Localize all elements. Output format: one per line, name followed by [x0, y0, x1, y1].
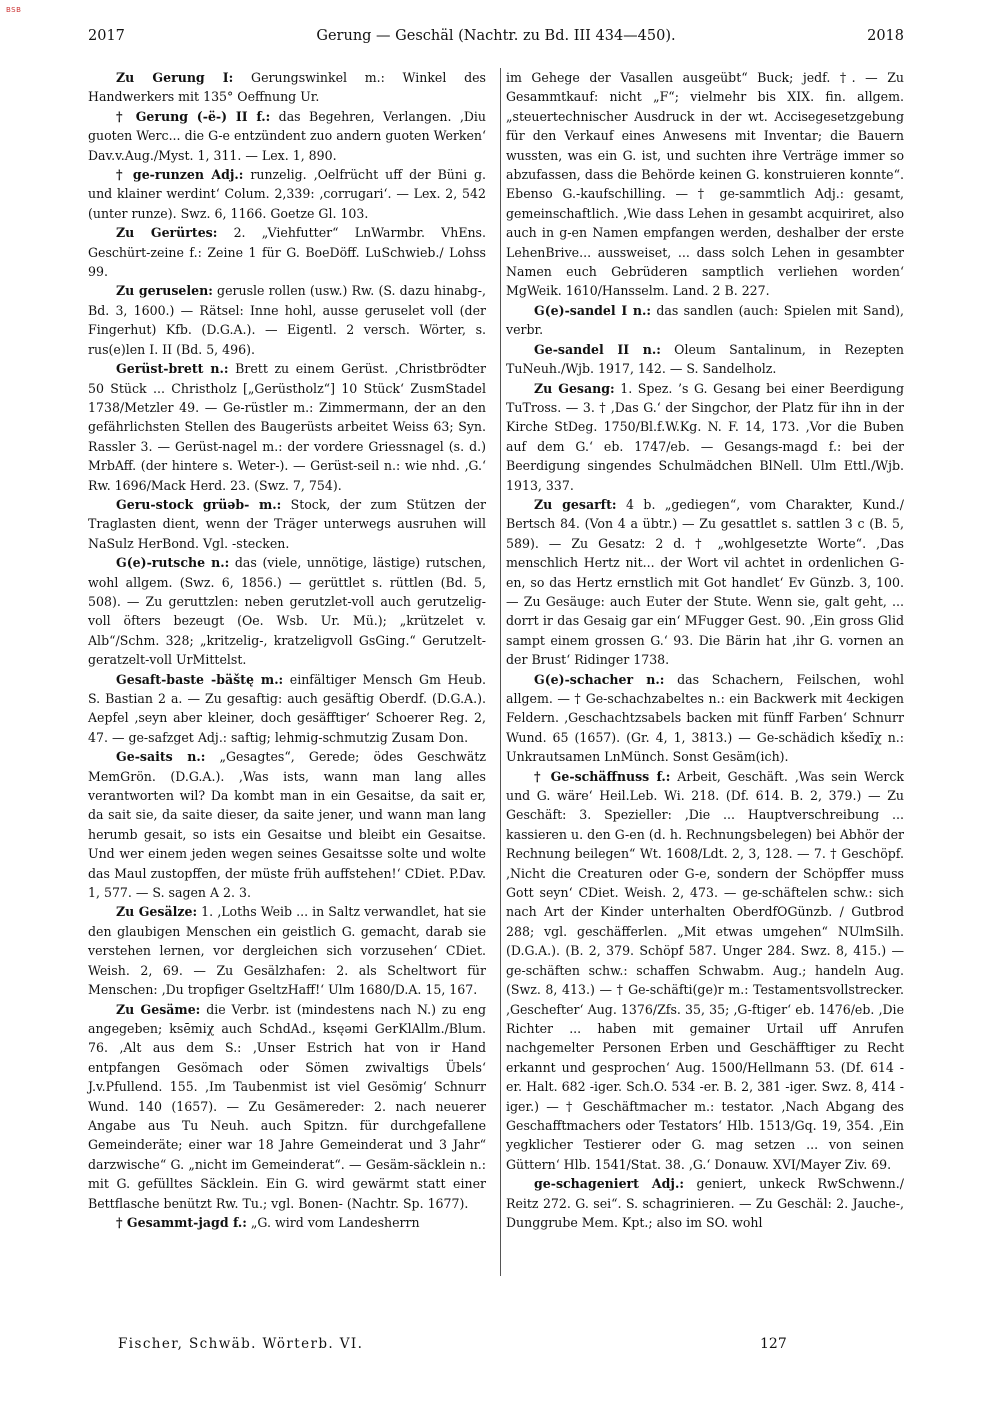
- entry-body: einfältiger Mensch Gm Heub. S. Bastian 2 a. — Zu gesaftig: auch gesäftig Oberdf. (D.G.A.). Aepfel ‚seyn aber kleiner, doch gesäfftiger‘ Schoerer Reg. 2, 47. — ge-safzget Adj.: saftig; lehmig-schmutzig Zusam Don.: [88, 671, 486, 745]
- entry-headword: Geru-stock grüəb- m.:: [116, 496, 282, 512]
- entry-body: 1. Spez. ’s G. Gesang bei einer Beerdigung TuTross. — 3. † ‚Das G.‘ der Singchor, der Platz für ihn in der Kirche StDeg. 1750/Bl.f.W.Kg. N. F. 14, 173. ‚Vor die Buben auf dem G.‘ eb. 1747/eb. — Gesangs-magd f.: bei der Beerdigung singendes Schulmädchen BlNell. Ulm Ettl./Wjb. 1913, 337.: [506, 380, 905, 493]
- dictionary-entry: [88, 670, 486, 748]
- entry-body: 4 b. „gediegen“, vom Charakter, Kund./ Bertsch 84. (Von 4 a übtr.) — Zu gesattlet s. sattlen 3 c (B. 5, 589). — Zu Gesatz: 2 d. † „wohlgesetzte Worte“. ‚Das menschlich Hertz nit... der Wort vil achtet in ordenlichen G-en, so das Hertz ernstlich mit Got handlet‘ Ev Günzb. 3, 100. — Zu Gesäuge: auch Euter der Stute. Wenn sie, galt geht, ... dorrt ir das Gesaig gar ein‘ MFugger Gest. 90. ‚Ein gross Glid sampt einem grossen G.‘ 93. Die Bärin hat ‚ihr G. vornen an der Brust‘ Ridinger 1738.: [506, 496, 904, 668]
- entry-headword: G(e)-rutsche n.:: [116, 555, 230, 571]
- library-stamp: BSB: [6, 6, 22, 14]
- entry-body: „Gesagtes“, Gerede; ödes Geschwätz MemGrön. (D.G.A.). ‚Was ists, wann man lang alles verantworten wil? Da kombt man in ein Gesaitse, da sait er, da sait sie, da saite dieser, da saite jener, und wann man lang herumb gesait, so ists ein Gesaitse und bleibt ein Gesaitse. Und wer einem jeden wegen seines Gesaitsse solte und wolte das Maul zustopffen, der müste früh auffstehen!‘ CDiet. P.Dav. 1, 577. — S. sagen A 2. 3.: [88, 749, 486, 901]
- entry-headword: Zu Gesang:: [534, 380, 615, 396]
- dictionary-entry: [506, 340, 904, 379]
- entry-body: 2. „Viehfutter“ LnWarmbr. VhEns. Geschürt-zeine f.: Zeine 1 für G. BoeDöff. LuSchwieb./ Lohss 99.: [88, 225, 486, 280]
- entry-body: Oleum Santalinum, in Rezepten TuNeuh./Wjb. 1917, 142. — S. Sandelholz.: [506, 341, 904, 377]
- dictionary-entry: [506, 670, 904, 767]
- page-number-right: 2018: [867, 28, 904, 44]
- entry-headword: † ge-runzen Adj.:: [116, 167, 244, 183]
- entry-headword: Ge-saits n.:: [116, 749, 206, 765]
- page-footer: [88, 1336, 904, 1358]
- dictionary-entry: [88, 165, 486, 223]
- entry-body: runzelig. ‚Oelfrücht uff der Büni g. und klainer werdint‘ Colum. 2,339: ‚corrugari‘. — Lex. 2, 542 (unter runze). Swz. 6, 1166. Goetze Gl. 103.: [88, 167, 486, 221]
- entry-headword: Zu Gerürtes:: [116, 225, 218, 241]
- entry-body: das Schachern, Feilschen, wohl allgem. — † Ge-schachzabeltes n.: ein Backwerk mit 4eckigen Feldern. ‚Geschachtzsabels backen mit fünff Farben‘ Schnurr Wund. 65 (1657). (Gr. 4, 1, 3813.) — Ge-schädich kšedīχ n.: Unkrautsamen LnMünch. Sonst Gesäm(ich).: [506, 671, 904, 765]
- page-header: [88, 28, 904, 54]
- entry-headword: G(e)-sandel I n.:: [534, 302, 652, 318]
- dictionary-entry: [88, 553, 486, 669]
- dictionary-entry: [506, 495, 904, 670]
- entry-body: „G. wird vom Landesherrn: [246, 1214, 420, 1230]
- dictionary-entry: [88, 495, 486, 553]
- entry-headword: Zu geruselen:: [116, 283, 213, 299]
- entry-headword: Ge-sandel II n.:: [534, 341, 661, 357]
- dictionary-entry: [88, 68, 486, 107]
- dictionary-entry: [506, 379, 904, 495]
- dictionary-entry: [506, 301, 904, 340]
- footer-sheet-number: 127: [760, 1336, 787, 1352]
- dictionary-entry: [506, 1174, 904, 1232]
- dictionary-entry: [506, 767, 904, 1175]
- dictionary-entry: [88, 281, 486, 359]
- entry-headword: Zu Gesälze:: [116, 904, 198, 920]
- entry-headword: ge-schageniert Adj.:: [534, 1176, 684, 1192]
- entry-headword: Gesaft-baste -bäštę m.:: [116, 671, 284, 687]
- footer-signature: Fischer, Schwäb. Wörterb. VI.: [118, 1336, 364, 1352]
- dictionary-entry: [88, 1213, 486, 1232]
- entry-body: im Gehege der Vasallen ausgeübt“ Buck; jedf. †. — Zu Gesammtkauf: nicht „F“; vielmehr bis XIX. fin. allgem. „steuertechnischer Ausdruck in der wt. Accisegesetzgebung für den Verkauf eines Anwesens mit Inventar; die Bauern wussten, was ein G. ist, und suchten ihre Verträge immer so abzufassen, dass die Behörde keinen G. konstruieren konnte“. Ebenso G.-kaufschilling. — † ge-sammtlich Adj.: gesamt, gemeinschaftlich. ‚Wie dass Lehen in gesambt acquiriret, also auch in g-en Namen empfangen werden, deshalber der erste LehenBrive... aussweiset, ... dass solch Lehen in gesambter Namen euch Gebrüderen samptlich verliehen worden‘ MgWeik. 1610/Hansselm. Land. 2 B. 227.: [506, 70, 904, 299]
- column-divider: [500, 68, 501, 1276]
- entry-body: Stock, der zum Stützen der Traglasten dient, wenn der Träger unterwegs ausruhen will NaSulz HerBond. Vgl. -stecken.: [88, 496, 486, 551]
- dictionary-entry: [88, 107, 486, 165]
- entry-headword: † Ge-schäffnuss f.:: [534, 768, 671, 784]
- dictionary-entry: [88, 902, 486, 999]
- entry-body: geniert, unkeck RwSchwenn./ Reitz 272. G. sei“. S. schagrinieren. — Zu Geschäl: 2. Jauche-, Dunggrube Mem. Kpt.; also im SO. wohl: [506, 1176, 904, 1230]
- entry-headword: † Gesammt-jagd f.:: [116, 1214, 247, 1230]
- dictionary-entry: [88, 1000, 486, 1213]
- dictionary-entry: [506, 68, 904, 301]
- entry-body: gerusle rollen (usw.) Rw. (S. dazu hinabg-, Bd. 3, 1600.) — Rätsel: Inne hohl, ausse geruselet voll (der Fingerhut) Kfb. (D.G.A.). — Eigentl. 2 versch. Wörter, s. rus(e)len I. II (Bd. 5, 496).: [88, 283, 487, 357]
- entry-body: die Verbr. ist (mindestens nach N.) zu eng angegeben; ksēmiχ auch SchdAd., ksęəmi GerKlAllm./Blum. 76. ‚Alt aus dem S.: ‚Unser Estrich hat von ir Hand entpfangen Gesömach oder Sömen zwivaltigs Übels‘ J.v.Pfullend. 155. ‚Im Taubenmist ist viel Gesömig‘ Schnurr Wund. 140 (1657). — Zu Gesämereder: 2. nach neuerer Angabe aus Tu Neuh. auch Spitzn. für durchgefallene Gemeinderäte; einer war 18 Jahre Gemeinderat und 3 Jahr“ darzwische“ G. „nicht im Gemeinderat“. — Gesäm-säcklein n.: mit G. gefülltes Säcklein. Ein G. wird gewärmt statt einer Bettflasche benützt Rw. Tu.; vgl. Bonen- (Nachtr. Sp. 1677).: [88, 1001, 486, 1211]
- entry-body: das Begehren, Verlangen. ‚Diu guoten Werc... die G-e entzündent zuo andern guoten Werken‘ Dav.v.Aug./Myst. 1, 311. — Lex. 1, 890.: [88, 108, 486, 163]
- dictionary-entry: [88, 223, 486, 281]
- entry-body: das (viele, unnötige, lästige) rutschen, wohl allgem. (Swz. 6, 1856.) — gerüttlet s. rüttlen (Bd. 5, 508). — Zu geruttzlen: neben gerutzlet-voll auch gerutzelig-voll öfters bezeugt (Oe. Wsb. Ur. Mü.); „krützelet v. Alb“/Schm. 328; „kritzelig-, kratzeligvoll GsGing.“ Gerutzelt-geratzelt-voll UrMittelst.: [88, 555, 486, 668]
- entry-body: das sandlen (auch: Spielen mit Sand), verbr.: [506, 302, 904, 338]
- entry-headword: † Gerung (-ë-) II f.:: [116, 108, 271, 124]
- right-column: [506, 68, 904, 1232]
- entry-headword: Zu gesarft:: [534, 496, 617, 512]
- entry-body: 1. ‚Loths Weib ... in Saltz verwandlet, hat sie den glaubigen Menschen ein geistlich G. gemacht, darab sie verstehen lernen, vor dergleichen sich vorzusehen‘ CDiet. Weish. 2, 69. — Zu Gesälzhafen: 2. als Scheltwort für Menschen: ‚Du tropfiger GseltzHaff!‘ Ulm 1680/D.A. 15, 167.: [88, 904, 486, 998]
- entry-headword: G(e)-schacher n.:: [534, 671, 665, 687]
- dictionary-entry: [88, 747, 486, 902]
- left-column: [88, 68, 486, 1232]
- entry-body: Brett zu einem Gerüst. ‚Christbrödter 50 Stück ... Christholz [„Gerüstholz“] 10 Stück‘ ZusmStadel 1738/Metzler 49. — Ge-rüstler m.: Zimmermann, der an den gefährlichsten Stellen des Baugerüsts arbeitet Weiss 63; Syn. Rassler 3. — Gerüst-nagel m.: der vordere Griessnagel (s. d.) MrbAff. (der hintere s. Weter-). — Gerüst-seil n.: wie nhd. ‚G.‘ Rw. 1696/Mack Herd. 23. (Swz. 7, 754).: [88, 361, 486, 493]
- entry-body: Arbeit, Geschäft. ‚Was sein Werck und G. wäre‘ Heil.Leb. Wi. 218. (Df. 614. B. 2, 379.) — Zu Geschäft: 3. Spezieller: ‚Die ... Hauptverschreibung ... kassieren u. den G-en (d. h. Rechnungsbelegen) bei Abhör der Rechnung beilegen“ Wt. 1608/Ldt. 2, 3, 128. — 7. † Geschöpf. ‚Nicht die Creaturen oder G-e, sondern der Schöpffer muss Gott seyn‘ CDiet. Weish. 2, 473. — ge-schäftelen schw.: sich nach Art der Kinder unterhalten OberdfOGünzb. / Gutbrod 288; vgl. geschäfferlen. „Mit etwas umgehen“ NUlmSilh. (D.G.A.). (B. 2, 379. Schöpf 587. Unger 284. Swz. 8, 415.) — ge-schäften schw.: schaffen Schwabm. Aug.; handeln Aug. (Swz. 8, 413.) — † Ge-schäfti(ge)r m.: Testamentsvollstrecker. ‚Geschefter‘ Aug. 1376/Zfs. 35, 35; ‚G-ftiger‘ eb. 1476/eb. ‚Die Richter ... haben mit gemainer Urtail uff Anrufen nachgemelter Personen Erben und Geschäfftiger zu Recht erkannt und gesprochen‘ Aug. 1500/Hellmann 53. (Df. 614 -er. Halt. 682 -iger. Sch.O. 534 -er. B. 2, 381 -iger. Swz. 8, 414 -iger.) — † Geschäftmacher m.: testator. ‚Nach Abgang des Geschafftmachers oder Testators‘ Hlb. 1513/Gq. 19, 354. ‚Ein yegklicher Testierer oder G. mag setzen ... von seinen Güttern‘ Hlb. 1541/Stat. 38. ‚G.‘ Donauw. XVI/Mayer Ziv. 69.: [506, 768, 905, 1172]
- entry-headword: Zu Gesäme:: [116, 1001, 201, 1017]
- dictionary-entry: [88, 359, 486, 495]
- running-title: Gerung — Geschäl (Nachtr. zu Bd. III 434—450).: [316, 28, 676, 44]
- entry-headword: Zu Gerung I:: [116, 70, 234, 85]
- page-number-left: 2017: [88, 28, 125, 44]
- entry-body: Gerungswinkel m.: Winkel des Handwerkers mit 135° Oeffnung Ur.: [88, 70, 486, 105]
- entry-headword: Gerüst-brett n.:: [116, 361, 229, 377]
